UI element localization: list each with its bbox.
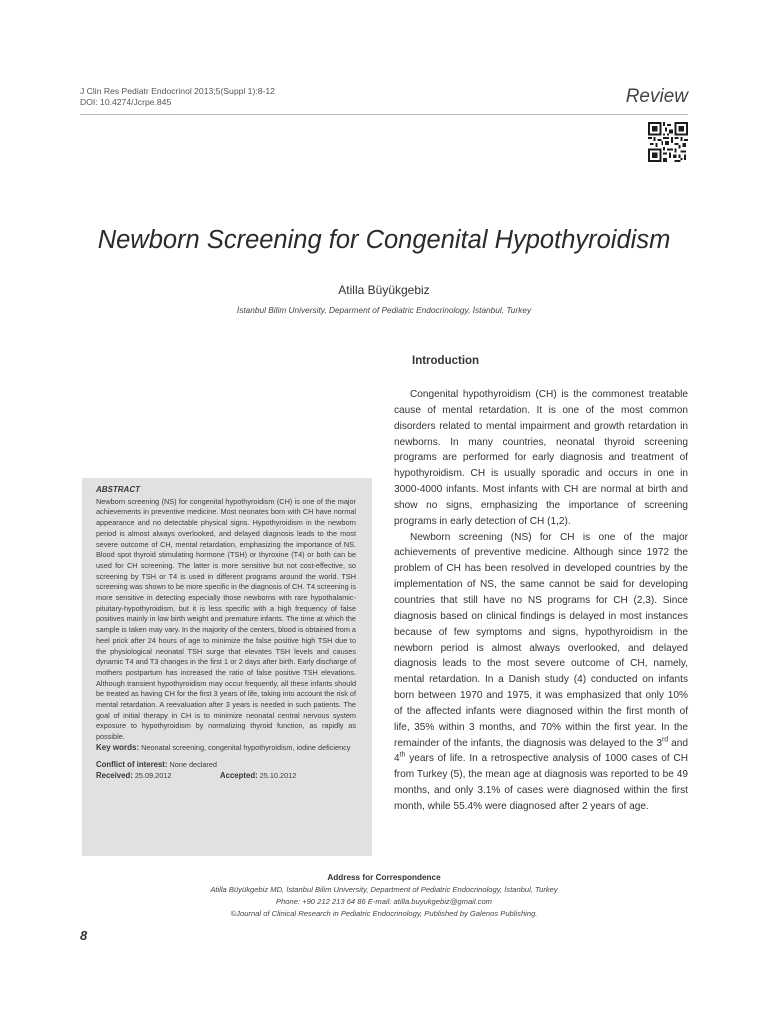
article-title: Newborn Screening for Congenital Hypothyroidism bbox=[97, 226, 671, 254]
citation: J Clin Res Pediatr Endocrinol 2013;5(Suppl 1):8-12 bbox=[80, 86, 275, 96]
doi: DOI: 10.4274/Jcrpe.845 bbox=[80, 96, 172, 107]
article-dates bbox=[96, 771, 356, 782]
conflict-of-interest bbox=[96, 760, 356, 771]
paragraph: Congenital hypothyroidism (CH) is the commonest treatable cause of mental retardation. It is one of the most common disorders related to mental impairment and growth retardation in newborns. In many countries, neonatal thyroid screening programs are performed for early diagnosis and treatment of hypothyroidism. CH is usually sporadic and occurs in one in 3000-4000 infants. Most infants with CH are normal at birth and show no signs, emphasizing the importance of screening programs in early detection of CH (1,2). bbox=[394, 389, 688, 527]
received-date bbox=[96, 771, 220, 782]
correspondence-address: Atilla Büyükgebiz MD, İstanbul Bilim University, Department of Pediatric Endocrinology, İstanbul, Turkey bbox=[210, 885, 558, 894]
page-number: 8 bbox=[80, 928, 88, 943]
abstract-text: Newborn screening (NS) for congenital hypothyroidism (CH) is one of the major achievements in preventive medicine. Most neonates born with CH have normal appearance and no detectable physical signs. Hypothyroidism in the newborn period is almost always overlooked, and delayed diagnosis leads to the most severe outcome of CH, mental retardation, emphasizing the importance of NS. Blood spot thyroid stimulating hormone (TSH) or thyroxine (T4) or both can be used for CH screening. The latter is more sensitive but not cost-effective, so screening by TSH or T4 is used in different programs around the world. TSH screening was shown to be more specific in the diagnosis of CH. T4 screening is more sensitive in detecting especially those newborns with rare hypothalamic-pituitary-hypothyroidism, but it is less specific with a high frequency of false positives mainly in low birth weight and premature infants. The time at which the sample is taken may vary. In the majority of the centers, blood is obtained from a heel prick after 24 hours of age to minimize the false positive high TSH due to the physiological neonatal TSH surge that elevates TSH levels and causes dynamic T4 and T3 changes in the first 1 or 2 days after birth. Early discharge of mothers postpartum has increased the ratio of false positive TSH elevations. Although transient hypothyroidism may occur frequently, all these infants should be treated as having CH for the first 3 years of life, taking into account the risk of mental retardation. A reevaluation after 3 years is needed in such patients. The goal of initial therapy in CH is to minimize neonatal central nervous system exposure to hypothyroidism by normalizing thyroid function, as rapidly as possible. bbox=[96, 496, 356, 742]
introduction-body bbox=[394, 387, 688, 815]
keywords-label: Key words: bbox=[96, 742, 140, 752]
abstract-heading: ABSTRACT bbox=[96, 485, 140, 494]
received-label: Received: bbox=[96, 771, 133, 781]
paragraph-text: years of life. In a retrospective analysis of 1000 cases of CH from Turkey (5), the mean age at diagnosis was reported to be 49 months, and only 3.1% of cases were diagnosed within the first month, while 55.4% were diagnosed after 2 years of age. bbox=[394, 753, 688, 812]
correspondence-contact: Phone: +90 212 213 64 86 E-mail: atilla.buyukgebiz@gmail.com bbox=[275, 897, 493, 906]
section-label: Review bbox=[625, 86, 688, 107]
keywords bbox=[96, 743, 356, 754]
qr-code-icon bbox=[648, 122, 688, 162]
abstract-content bbox=[96, 485, 356, 782]
author-name: Atilla Büyükgebiz bbox=[338, 283, 430, 297]
abstract-box bbox=[82, 478, 372, 856]
paragraph-text: and 4 bbox=[394, 737, 688, 765]
keywords-text: Neonatal screening, congenital hypothyroidism, iodine deficiency bbox=[141, 742, 351, 752]
accepted-date bbox=[220, 771, 296, 782]
header-divider bbox=[80, 114, 688, 115]
paragraph-text: Newborn screening (NS) for CH is one of the major achievements of preventive medicine. Although since 1972 the problem of CH has been resolved in developed countries by the implementation of NS, the same cannot be said for developing countries that still have no NS programs for CH (2,3). Since diagnosis based on clinical findings is delayed in most instances because of few symptoms and signs, hypothyroidism in the newborn period is almost always overlooked, and delayed diagnosis leads to the most severe outcome of CH, namely, mental retardation. In a Danish study (4) conducted on infants born between 1970 and 1975, it was emphasized that only 10% of the affected infants were diagnosed within the first month of life, 35% within 3 months, and 70% within the first year. In the remainder of the infants, the diagnosis was delayed to the 3 bbox=[394, 531, 688, 749]
received-value: 25.09.2012 bbox=[134, 771, 172, 781]
accepted-label: Accepted: bbox=[220, 771, 258, 781]
correspondence-heading: Address for Correspondence bbox=[327, 873, 441, 882]
author-affiliation: İstanbul Bilim University, Deparment of Pediatric Endocrinology, İstanbul, Turkey bbox=[236, 305, 532, 315]
conflict-value: None declared bbox=[169, 759, 217, 769]
introduction-heading: Introduction bbox=[412, 355, 480, 367]
paragraph bbox=[394, 530, 688, 815]
superscript: rd bbox=[661, 736, 669, 744]
superscript: th bbox=[399, 752, 406, 760]
accepted-value: 25.10.2012 bbox=[259, 771, 297, 781]
copyright-line: ©Journal of Clinical Research in Pediatric Endocrinology, Published by Galenos Publishing. bbox=[230, 909, 538, 918]
conflict-label: Conflict of interest: bbox=[96, 759, 168, 769]
journal-header bbox=[80, 86, 275, 107]
